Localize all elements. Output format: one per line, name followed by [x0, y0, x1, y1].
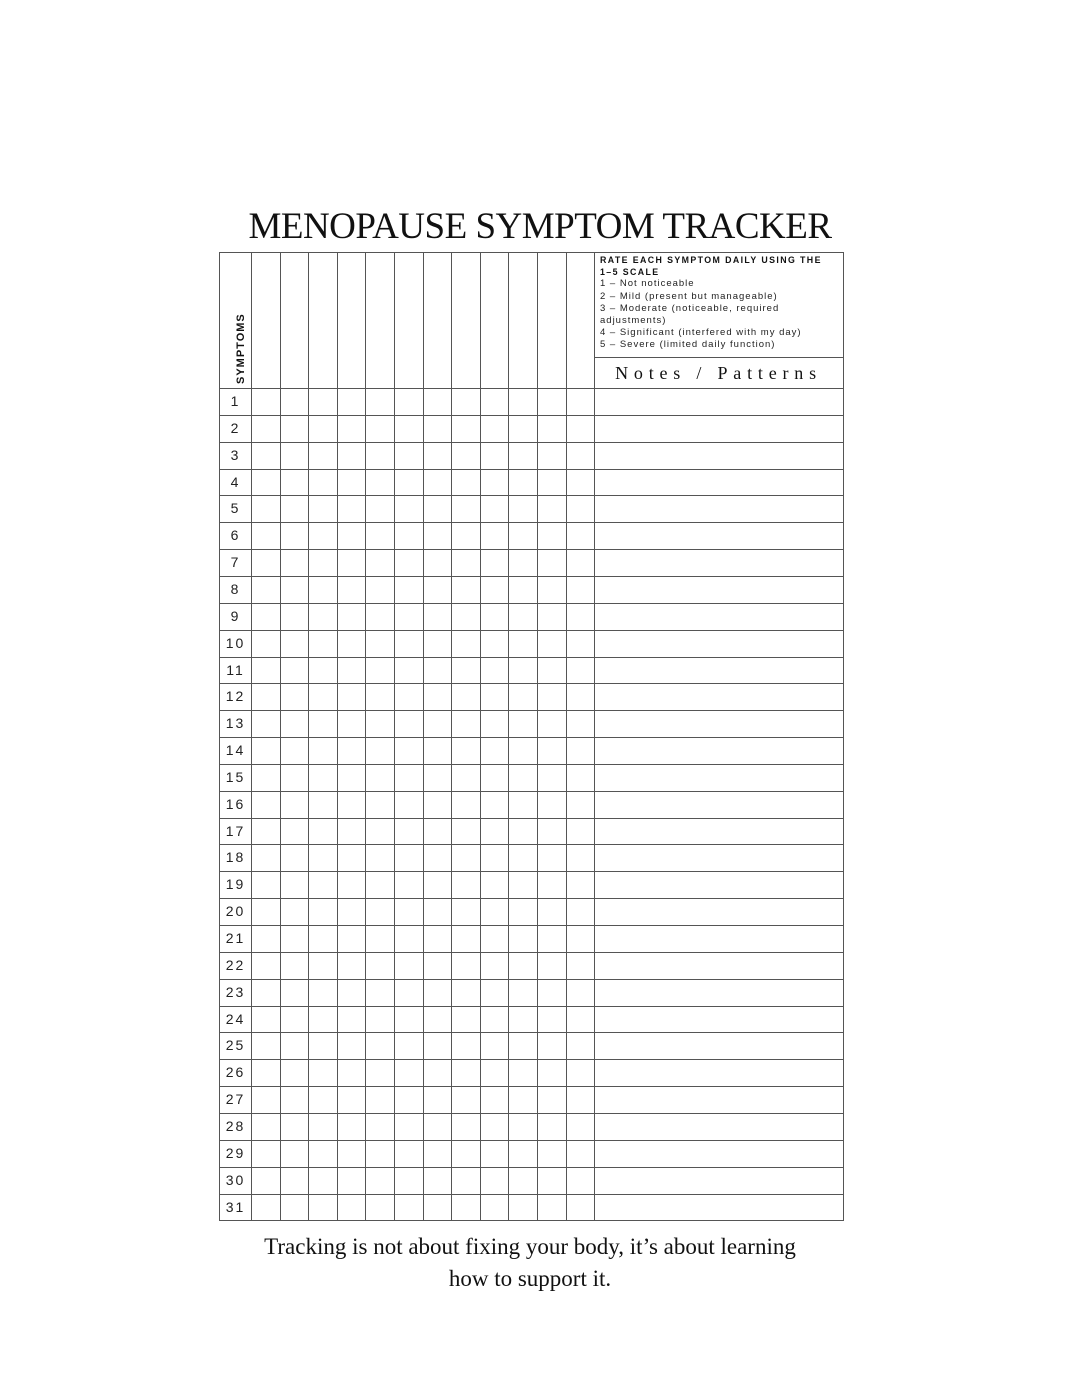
scale-item-5: 5 – Severe (limited daily function): [600, 339, 776, 351]
symptom-row-number: 5: [230, 500, 241, 516]
grid-row-line: [220, 415, 843, 416]
tracker-grid: [219, 252, 844, 1221]
symptom-row-number: 15: [225, 769, 246, 785]
symptom-row-number: 6: [230, 527, 241, 543]
scale-item-3: 3 – Moderate (noticeable, required: [600, 302, 780, 314]
grid-row-line: [220, 710, 843, 711]
symptom-row-number: 21: [225, 930, 246, 946]
page-title: MENOPAUSE SYMPTOM TRACKER: [248, 206, 832, 247]
symptom-row-number: 20: [225, 903, 246, 919]
scale-item-3-cont: adjustments): [600, 315, 667, 327]
grid-row-line: [220, 603, 843, 604]
tagline-line-2: how to support it.: [448, 1266, 612, 1291]
header-bottom-line: [220, 388, 843, 389]
symptom-row-number: 7: [230, 554, 241, 570]
symptom-row-number: 30: [225, 1172, 246, 1188]
symptom-row-number: 24: [225, 1011, 246, 1027]
grid-row-line: [220, 657, 843, 658]
grid-row-line: [220, 925, 843, 926]
symptom-row-number: 13: [225, 715, 246, 731]
symptom-row-number: 23: [225, 984, 246, 1000]
grid-row-line: [220, 549, 843, 550]
symptom-row-number: 14: [225, 742, 246, 758]
symptom-row-number: 28: [225, 1118, 246, 1134]
symptom-row-number: 8: [230, 581, 241, 597]
grid-row-line: [220, 844, 843, 845]
grid-row-line: [220, 630, 843, 631]
grid-row-line: [220, 1194, 843, 1195]
scale-item-2: 2 – Mild (present but manageable): [600, 290, 778, 302]
symptoms-label: SYMPTOMS: [235, 313, 247, 384]
grid-row-line: [220, 683, 843, 684]
grid-row-line: [220, 495, 843, 496]
tagline-line-1: Tracking is not about fixing your body, it’s about learning: [264, 1234, 796, 1259]
scale-item-4: 4 – Significant (interfered with my day): [600, 327, 802, 339]
symptoms-column-header: [220, 253, 251, 388]
symptom-row-number: 27: [225, 1091, 246, 1107]
symptom-row-number: 18: [225, 849, 246, 865]
grid-row-line: [220, 1113, 843, 1114]
grid-row-line: [220, 979, 843, 980]
grid-row-line: [220, 1032, 843, 1033]
symptom-row-number: 2: [230, 420, 241, 436]
symptom-row-number: 26: [225, 1064, 246, 1080]
grid-row-line: [220, 442, 843, 443]
grid-row-line: [220, 576, 843, 577]
symptom-row-number: 22: [225, 957, 246, 973]
grid-row-line: [220, 1059, 843, 1060]
grid-row-line: [220, 1086, 843, 1087]
scale-heading-line2: 1–5 SCALE: [600, 267, 660, 278]
symptom-row-number: 1: [230, 393, 241, 409]
grid-row-line: [220, 522, 843, 523]
grid-row-line: [220, 764, 843, 765]
grid-row-line: [220, 898, 843, 899]
symptom-row-number: 11: [226, 662, 245, 678]
notes-patterns-header: Notes / Patterns: [615, 363, 822, 383]
grid-row-line: [220, 1167, 843, 1168]
grid-row-line: [220, 871, 843, 872]
scale-item-1: 1 – Not noticeable: [600, 278, 695, 290]
symptom-row-number: 3: [230, 447, 241, 463]
grid-row-line: [220, 952, 843, 953]
symptom-row-number: 25: [225, 1037, 246, 1053]
rating-scale-legend: [594, 253, 843, 357]
grid-row-line: [220, 737, 843, 738]
scale-heading-line1: RATE EACH SYMPTOM DAILY USING THE: [600, 255, 822, 265]
grid-row-line: [220, 791, 843, 792]
symptom-row-number: 19: [225, 876, 246, 892]
symptom-row-number: 10: [225, 635, 246, 651]
symptom-row-number: 31: [225, 1199, 246, 1215]
symptom-row-number: 12: [225, 688, 246, 704]
symptom-row-number: 9: [230, 608, 241, 624]
scale-divider: [594, 357, 843, 358]
symptom-row-number: 29: [225, 1145, 246, 1161]
symptom-row-number: 4: [230, 474, 241, 490]
symptom-row-number: 16: [225, 796, 246, 812]
symptom-row-number: 17: [225, 823, 246, 839]
grid-row-line: [220, 818, 843, 819]
grid-row-line: [220, 1006, 843, 1007]
grid-row-line: [220, 469, 843, 470]
grid-row-line: [220, 1140, 843, 1141]
footer-tagline: [220, 1231, 840, 1295]
